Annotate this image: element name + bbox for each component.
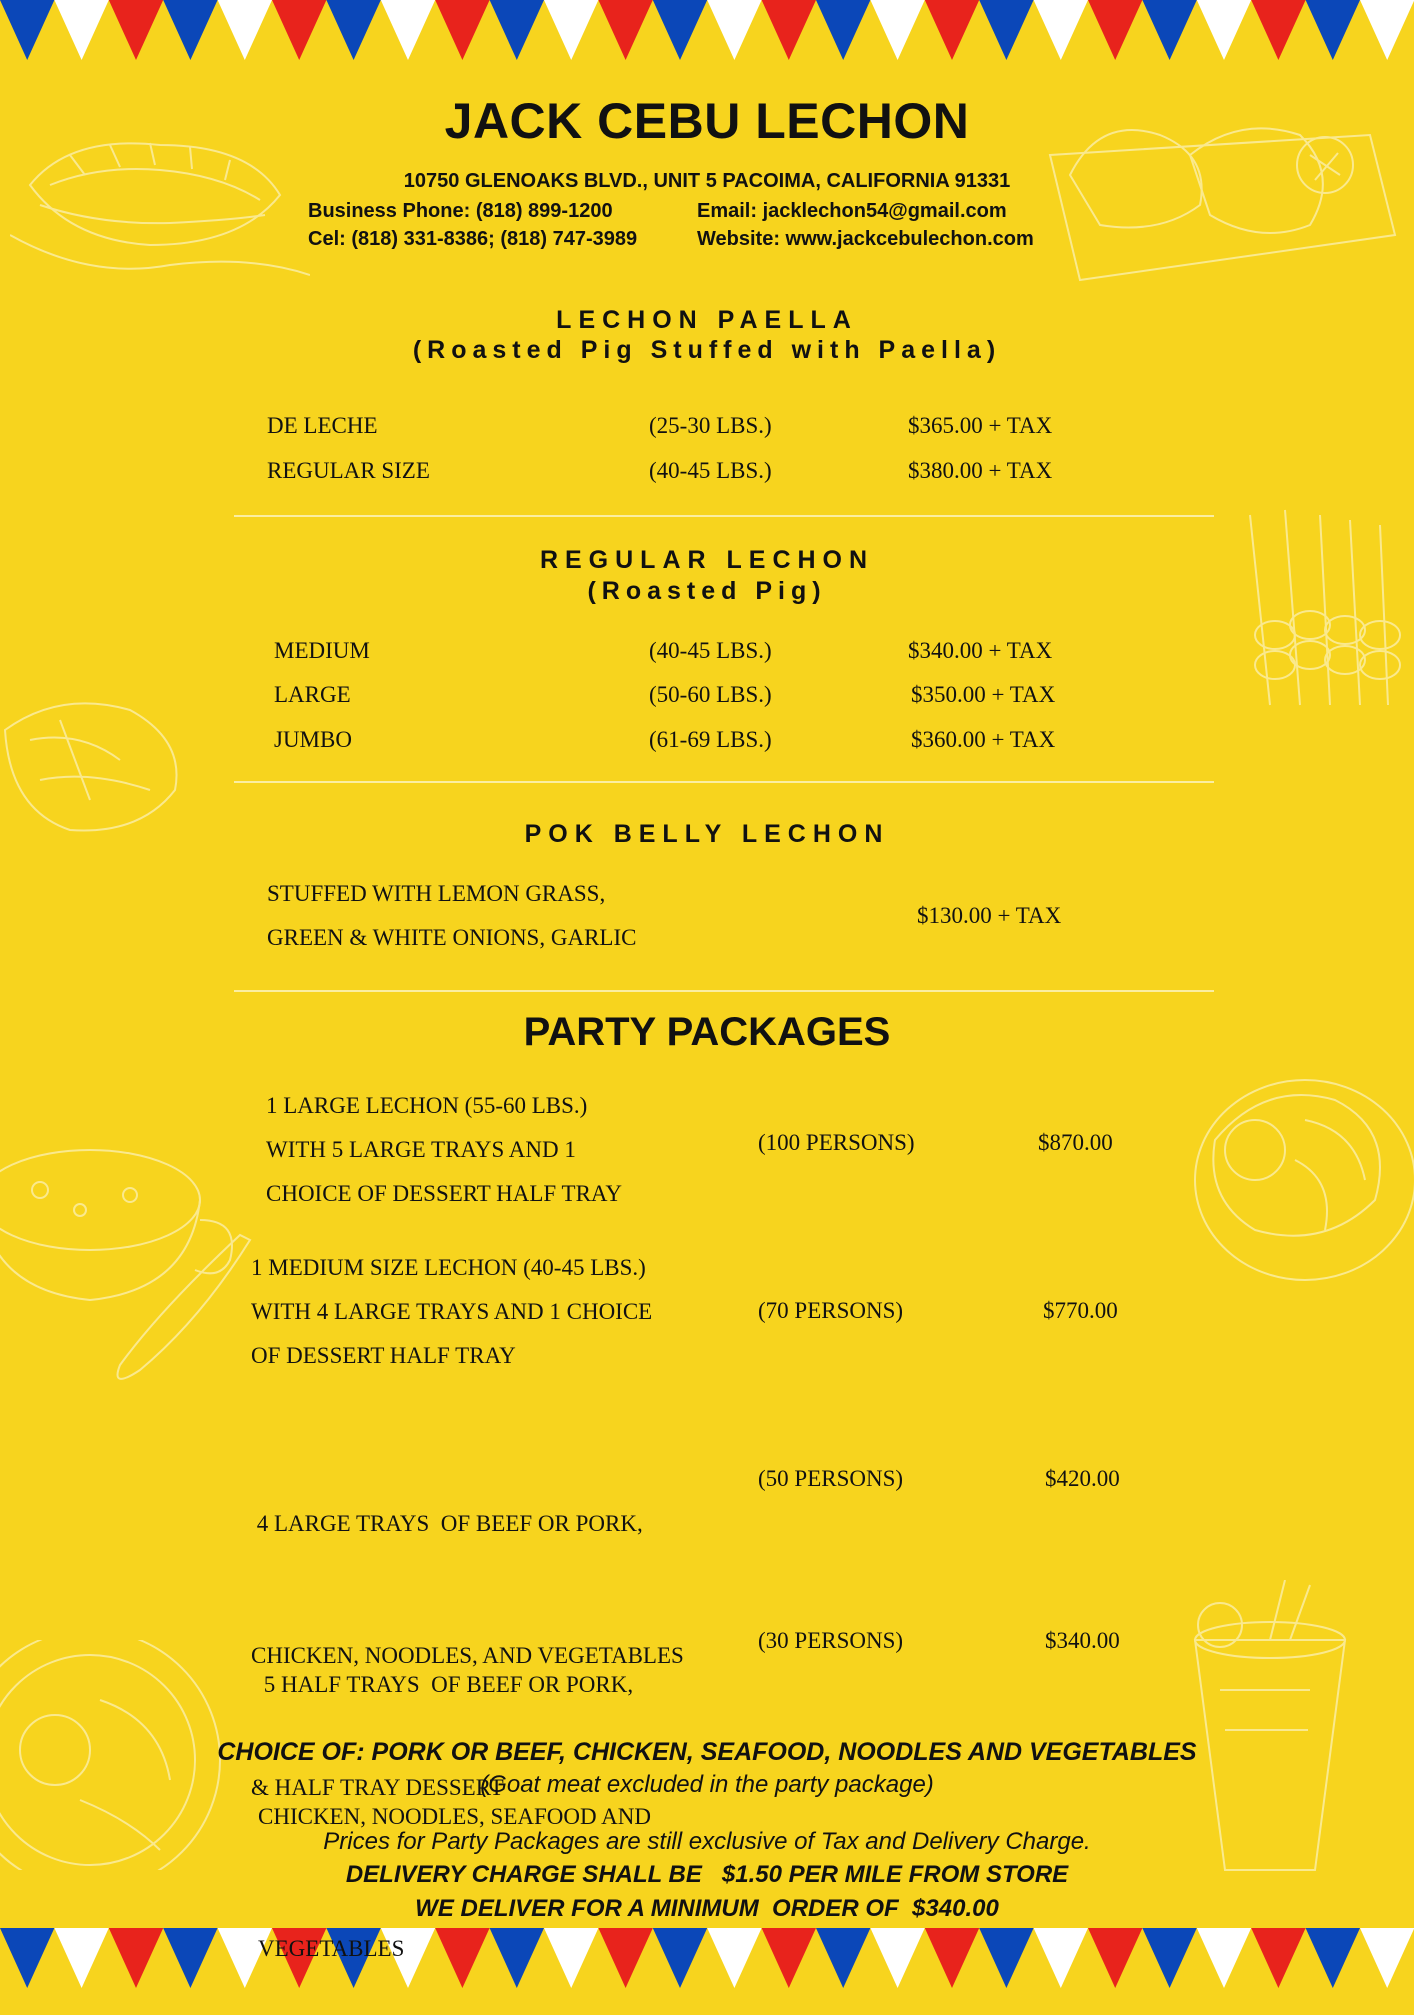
bunting-flag [435, 0, 489, 60]
bunting-flag [1197, 1928, 1251, 1988]
bunting-flag [816, 0, 870, 60]
restaurant-name: JACK CEBU LECHON [444, 93, 970, 149]
package-price: $420.00 [1045, 1466, 1120, 1491]
bunting-flag [490, 0, 544, 60]
bunting-flag [707, 0, 761, 60]
regular-item-name: MEDIUM [274, 638, 370, 663]
bunting-flag [925, 0, 979, 60]
choice-note: CHOICE OF: PORK OR BEEF, CHICKEN, SEAFOOD, NOODLES AND VEGETABLES [217, 1738, 1197, 1766]
bunting-flag [870, 0, 924, 60]
bunting-flag [0, 1928, 54, 1988]
paella-item-price: $365.00 + TAX [908, 413, 1053, 438]
package-line: CHICKEN, NOODLES, AND VEGETABLES [251, 1643, 684, 1668]
bunting-flag [1034, 1928, 1088, 1988]
regular-item-price: $340.00 + TAX [908, 638, 1053, 663]
package-line: 1 MEDIUM SIZE LECHON (40-45 LBS.) [251, 1255, 646, 1280]
bunting-flag [762, 1928, 816, 1988]
bunting-flag [1306, 0, 1360, 60]
business-phone: Business Phone: (818) 899-1200 [308, 200, 613, 222]
bunting-flag [1088, 1928, 1142, 1988]
bunting-flag [54, 1928, 108, 1988]
section-divider [234, 781, 1214, 783]
bunting-flag [816, 1928, 870, 1988]
section-divider [234, 990, 1214, 992]
lechon-paella-title: LECHON PAELLA [556, 306, 858, 334]
package-line: 4 LARGE TRAYS OF BEEF OR PORK, [251, 1511, 643, 1536]
paella-item-weight: (40-45 LBS.) [649, 458, 772, 483]
package-line: 1 LARGE LECHON (55-60 LBS.) [266, 1093, 588, 1118]
bunting-flag [218, 0, 272, 60]
package-persons: (30 PERSONS) [758, 1628, 904, 1653]
package-description [266, 1084, 622, 1216]
bunting-flag [653, 0, 707, 60]
bunting-flag [1251, 0, 1305, 60]
bunting-flag [870, 1928, 924, 1988]
party-packages-title: PARTY PACKAGES [523, 1010, 891, 1054]
bunting-bottom [0, 1928, 1414, 1990]
paella-item-name: DE LECHE [267, 413, 378, 438]
bunting-flag [1306, 1928, 1360, 1988]
bunting-flag [0, 0, 54, 60]
regular-item-weight: (61-69 LBS.) [649, 727, 772, 752]
pork-belly-desc-line1: STUFFED WITH LEMON GRASS, [267, 881, 606, 906]
package-persons: (70 PERSONS) [758, 1298, 904, 1323]
goat-note: (Goat meat excluded in the party package) [480, 1771, 934, 1798]
regular-item-weight: (50-60 LBS.) [649, 682, 772, 707]
platter-sketch [1175, 1040, 1414, 1300]
bunting-flag [1360, 0, 1414, 60]
package-line: OF DESSERT HALF TRAY [251, 1343, 516, 1368]
wrapped-food-sketch [0, 690, 190, 840]
bunting-flag [762, 0, 816, 60]
regular-item-price: $350.00 + TAX [911, 682, 1056, 707]
package-line: & HALF TRAY DESSERT [251, 1775, 504, 1800]
package-price: $770.00 [1043, 1298, 1118, 1323]
package-price: $340.00 [1045, 1628, 1120, 1653]
package-line: WITH 5 LARGE TRAYS AND 1 [266, 1137, 576, 1162]
delivery-charge-note: DELIVERY CHARGE SHALL BE $1.50 PER MILE FROM STORE [345, 1861, 1069, 1888]
bunting-flag [1142, 1928, 1196, 1988]
package-persons: (50 PERSONS) [758, 1466, 904, 1491]
regular-lechon-title: REGULAR LECHON [539, 546, 875, 574]
package-persons: (100 PERSONS) [758, 1130, 915, 1155]
paella-item-name: REGULAR SIZE [267, 458, 430, 483]
package-line: VEGETABLES [258, 1936, 405, 1961]
skewers-sketch [1240, 505, 1414, 725]
regular-item-name: JUMBO [274, 727, 352, 752]
package-line: WITH 4 LARGE TRAYS AND 1 CHOICE [251, 1299, 653, 1324]
package-line: CHICKEN, NOODLES, SEAFOOD AND [258, 1804, 651, 1829]
bunting-flag [109, 0, 163, 60]
bunting-flag [381, 0, 435, 60]
pork-belly-desc-line2: GREEN & WHITE ONIONS, GARLIC [267, 925, 637, 950]
bunting-flag [1251, 1928, 1305, 1988]
paella-item-weight: (25-30 LBS.) [649, 413, 772, 438]
pork-belly-price: $130.00 + TAX [917, 903, 1062, 928]
paella-item-price: $380.00 + TAX [908, 458, 1053, 483]
section-divider [234, 515, 1214, 517]
website: Website: www.jackcebulechon.com [697, 228, 1034, 250]
bunting-flag [925, 1928, 979, 1988]
bunting-flag [653, 1928, 707, 1988]
cel-phone: Cel: (818) 331-8386; (818) 747-3989 [308, 228, 638, 250]
bunting-flag [1088, 0, 1142, 60]
email: Email: jacklechon54@gmail.com [697, 200, 1007, 222]
bunting-flag [979, 0, 1033, 60]
bunting-flag [979, 1928, 1033, 1988]
regular-item-name: LARGE [274, 682, 351, 707]
regular-lechon-subtitle: (Roasted Pig) [587, 577, 827, 605]
bunting-flag [109, 1928, 163, 1988]
package-description [251, 1246, 652, 1378]
bunting-top [0, 0, 1414, 62]
regular-item-weight: (40-45 LBS.) [649, 638, 772, 663]
restaurant-address: 10750 GLENOAKS BLVD., UNIT 5 PACOIMA, CALIFORNIA 91331 [403, 170, 1011, 192]
bunting-flag [326, 0, 380, 60]
bunting-flag [54, 0, 108, 60]
bunting-flag [598, 0, 652, 60]
soup-bowl-sketch [0, 1140, 270, 1400]
lechon-paella-subtitle: (Roasted Pig Stuffed with Paella) [412, 336, 1002, 364]
regular-item-price: $360.00 + TAX [911, 727, 1056, 752]
bunting-flag [707, 1928, 761, 1988]
pork-belly-title: POK BELLY LECHON [524, 820, 890, 848]
exclusive-note: Prices for Party Packages are still exclusive of Tax and Delivery Charge. [323, 1828, 1091, 1855]
bunting-flag [1360, 1928, 1414, 1988]
package-line: 5 HALF TRAYS OF BEEF OR PORK, [258, 1672, 634, 1697]
bunting-flag [163, 1928, 217, 1988]
bunting-flag [272, 0, 326, 60]
minimum-order-note: WE DELIVER FOR A MINIMUM ORDER OF $340.00 [415, 1895, 999, 1922]
bunting-flag [163, 0, 217, 60]
bunting-flag [1142, 0, 1196, 60]
bunting-flag [544, 0, 598, 60]
package-price: $870.00 [1038, 1130, 1113, 1155]
bunting-flag [1034, 0, 1088, 60]
package-line: CHOICE OF DESSERT HALF TRAY [266, 1181, 623, 1206]
bunting-flag [1197, 0, 1251, 60]
